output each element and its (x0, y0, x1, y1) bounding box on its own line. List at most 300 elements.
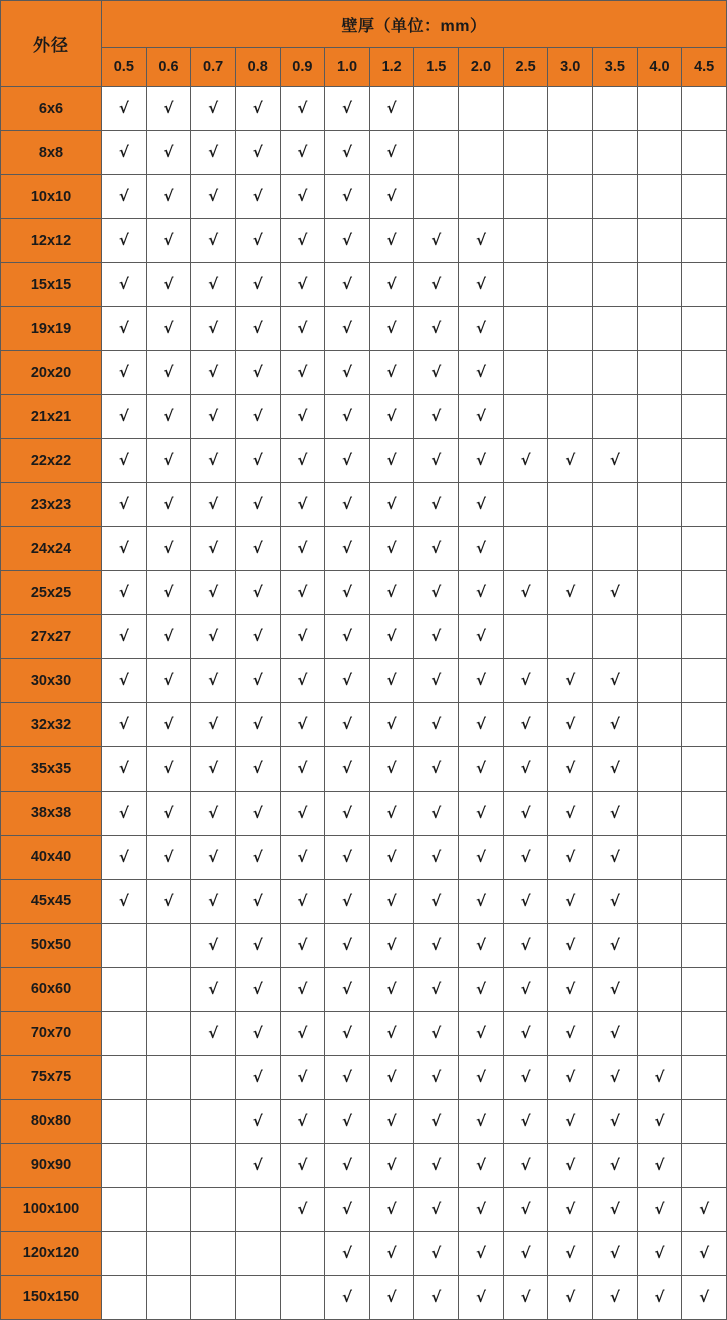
availability-cell-checked (593, 1231, 638, 1275)
availability-cell-checked (414, 879, 459, 923)
availability-cell-checked (369, 703, 414, 747)
availability-cell-checked (146, 395, 191, 439)
thickness-header: 0.5 (102, 48, 147, 87)
row-size-label: 23x23 (1, 483, 102, 527)
availability-cell-empty (548, 263, 593, 307)
availability-cell-empty (637, 571, 682, 615)
check-icon: √ (520, 847, 531, 866)
availability-cell-checked (280, 1099, 325, 1143)
check-icon: √ (565, 1287, 576, 1306)
check-icon: √ (520, 1111, 531, 1130)
check-icon: √ (520, 1023, 531, 1042)
check-icon: √ (609, 451, 620, 470)
availability-cell-empty (503, 483, 548, 527)
check-icon: √ (520, 979, 531, 998)
availability-cell-empty (548, 307, 593, 351)
availability-cell-empty (637, 219, 682, 263)
check-icon: √ (342, 99, 353, 118)
check-icon: √ (386, 275, 397, 294)
availability-cell-checked (325, 395, 370, 439)
availability-cell-empty (459, 175, 504, 219)
availability-cell-checked (414, 307, 459, 351)
availability-cell-checked (146, 659, 191, 703)
availability-cell-checked (235, 923, 280, 967)
check-icon: √ (208, 803, 219, 822)
check-icon: √ (520, 715, 531, 734)
check-icon: √ (118, 803, 129, 822)
availability-cell-checked (280, 483, 325, 527)
availability-cell-empty (146, 967, 191, 1011)
availability-cell-checked (459, 747, 504, 791)
table-row (1, 571, 727, 615)
check-icon: √ (252, 979, 263, 998)
check-icon: √ (297, 1111, 308, 1130)
availability-cell-checked (191, 747, 236, 791)
availability-cell-empty (503, 527, 548, 571)
availability-cell-checked (280, 351, 325, 395)
check-icon: √ (118, 319, 129, 338)
check-icon: √ (208, 891, 219, 910)
availability-cell-checked (280, 175, 325, 219)
availability-cell-empty (146, 1275, 191, 1319)
check-icon: √ (386, 979, 397, 998)
availability-cell-checked (102, 835, 147, 879)
availability-cell-checked (459, 791, 504, 835)
availability-cell-checked (325, 175, 370, 219)
check-icon: √ (699, 1243, 710, 1262)
availability-cell-checked (102, 395, 147, 439)
row-size-label: 75x75 (1, 1055, 102, 1099)
check-icon: √ (654, 1111, 665, 1130)
check-icon: √ (654, 1199, 665, 1218)
check-icon: √ (386, 935, 397, 954)
availability-cell-checked (414, 1011, 459, 1055)
availability-cell-checked (102, 571, 147, 615)
table-row (1, 747, 727, 791)
availability-cell-checked (325, 87, 370, 131)
check-icon: √ (252, 539, 263, 558)
availability-cell-checked (414, 967, 459, 1011)
row-size-label: 60x60 (1, 967, 102, 1011)
table-row (1, 1055, 727, 1099)
availability-cell-checked (325, 615, 370, 659)
table-row (1, 527, 727, 571)
check-icon: √ (431, 935, 442, 954)
availability-cell-checked (459, 219, 504, 263)
availability-cell-checked (593, 439, 638, 483)
availability-cell-checked (191, 703, 236, 747)
availability-cell-checked (191, 615, 236, 659)
check-icon: √ (252, 715, 263, 734)
check-icon: √ (565, 759, 576, 778)
check-icon: √ (342, 1111, 353, 1130)
check-icon: √ (342, 1155, 353, 1174)
availability-cell-checked (235, 175, 280, 219)
availability-cell-checked (102, 307, 147, 351)
check-icon: √ (609, 803, 620, 822)
availability-cell-checked (280, 967, 325, 1011)
availability-cell-checked (280, 659, 325, 703)
availability-cell-checked (325, 219, 370, 263)
availability-cell-checked (235, 703, 280, 747)
row-size-label: 35x35 (1, 747, 102, 791)
check-icon: √ (520, 803, 531, 822)
check-icon: √ (118, 407, 129, 426)
check-icon: √ (163, 803, 174, 822)
table-row (1, 1275, 727, 1319)
availability-cell-empty (637, 351, 682, 395)
table-row (1, 1187, 727, 1231)
check-icon: √ (252, 363, 263, 382)
check-icon: √ (431, 979, 442, 998)
availability-cell-empty (637, 835, 682, 879)
check-icon: √ (163, 99, 174, 118)
availability-cell-checked (369, 175, 414, 219)
availability-cell-checked (235, 747, 280, 791)
availability-cell-checked (191, 395, 236, 439)
availability-cell-checked (593, 703, 638, 747)
check-icon: √ (208, 363, 219, 382)
availability-cell-checked (235, 879, 280, 923)
availability-cell-empty (637, 703, 682, 747)
check-icon: √ (118, 715, 129, 734)
check-icon: √ (520, 671, 531, 690)
check-icon: √ (297, 143, 308, 162)
check-icon: √ (520, 583, 531, 602)
availability-cell-checked (369, 395, 414, 439)
availability-cell-checked (235, 1055, 280, 1099)
check-icon: √ (208, 99, 219, 118)
availability-cell-checked (459, 1143, 504, 1187)
availability-cell-checked (459, 703, 504, 747)
availability-cell-checked (593, 1099, 638, 1143)
availability-cell-checked (235, 263, 280, 307)
availability-cell-checked (459, 263, 504, 307)
check-icon: √ (565, 935, 576, 954)
availability-cell-checked (459, 967, 504, 1011)
availability-cell-checked (280, 87, 325, 131)
availability-cell-checked (593, 1187, 638, 1231)
thickness-header: 0.8 (235, 48, 280, 87)
outer-diameter-header: 外径 (1, 1, 102, 87)
availability-cell-checked (503, 967, 548, 1011)
check-icon: √ (609, 1243, 620, 1262)
availability-cell-empty (637, 791, 682, 835)
check-icon: √ (252, 891, 263, 910)
row-size-label: 24x24 (1, 527, 102, 571)
check-icon: √ (297, 187, 308, 206)
availability-cell-empty (682, 87, 727, 131)
availability-cell-checked (503, 923, 548, 967)
availability-cell-checked (369, 967, 414, 1011)
availability-cell-checked (414, 439, 459, 483)
table-row (1, 879, 727, 923)
availability-cell-empty (682, 571, 727, 615)
check-icon: √ (163, 539, 174, 558)
check-icon: √ (342, 935, 353, 954)
check-icon: √ (118, 363, 129, 382)
availability-cell-empty (637, 175, 682, 219)
row-size-label: 8x8 (1, 131, 102, 175)
header-row-title (1, 1, 727, 48)
check-icon: √ (431, 891, 442, 910)
check-icon: √ (475, 671, 486, 690)
availability-cell-empty (682, 131, 727, 175)
availability-cell-empty (503, 307, 548, 351)
check-icon: √ (208, 1023, 219, 1042)
availability-cell-checked (146, 615, 191, 659)
availability-cell-checked (325, 571, 370, 615)
availability-cell-checked (146, 307, 191, 351)
availability-cell-checked (191, 879, 236, 923)
availability-cell-checked (325, 1187, 370, 1231)
check-icon: √ (163, 715, 174, 734)
row-size-label: 38x38 (1, 791, 102, 835)
availability-cell-checked (637, 1187, 682, 1231)
availability-cell-empty (503, 219, 548, 263)
check-icon: √ (475, 627, 486, 646)
availability-cell-checked (325, 835, 370, 879)
availability-cell-empty (146, 1231, 191, 1275)
check-icon: √ (386, 1243, 397, 1262)
check-icon: √ (163, 187, 174, 206)
availability-cell-empty (682, 1143, 727, 1187)
availability-cell-checked (191, 219, 236, 263)
check-icon: √ (609, 671, 620, 690)
check-icon: √ (386, 627, 397, 646)
availability-cell-checked (503, 1099, 548, 1143)
check-icon: √ (297, 363, 308, 382)
availability-cell-empty (235, 1187, 280, 1231)
availability-cell-checked (146, 351, 191, 395)
check-icon: √ (431, 1243, 442, 1262)
availability-cell-empty (637, 87, 682, 131)
availability-cell-checked (102, 263, 147, 307)
availability-cell-checked (235, 131, 280, 175)
availability-cell-checked (459, 351, 504, 395)
row-size-label: 6x6 (1, 87, 102, 131)
availability-cell-checked (414, 395, 459, 439)
check-icon: √ (475, 539, 486, 558)
check-icon: √ (475, 583, 486, 602)
availability-cell-checked (414, 1231, 459, 1275)
check-icon: √ (431, 363, 442, 382)
availability-cell-checked (548, 1143, 593, 1187)
availability-cell-checked (325, 1143, 370, 1187)
availability-cell-checked (325, 1011, 370, 1055)
check-icon: √ (342, 1243, 353, 1262)
check-icon: √ (475, 1111, 486, 1130)
availability-cell-checked (459, 879, 504, 923)
availability-cell-empty (682, 835, 727, 879)
table-row (1, 703, 727, 747)
check-icon: √ (609, 1199, 620, 1218)
availability-cell-checked (548, 659, 593, 703)
availability-cell-checked (102, 703, 147, 747)
check-icon: √ (163, 319, 174, 338)
check-icon: √ (208, 495, 219, 514)
availability-cell-checked (146, 483, 191, 527)
availability-cell-checked (146, 747, 191, 791)
check-icon: √ (297, 803, 308, 822)
check-icon: √ (386, 1155, 397, 1174)
availability-cell-checked (414, 263, 459, 307)
availability-cell-empty (459, 131, 504, 175)
check-icon: √ (252, 583, 263, 602)
availability-cell-checked (235, 835, 280, 879)
availability-cell-checked (459, 571, 504, 615)
check-icon: √ (252, 231, 263, 250)
table-row (1, 307, 727, 351)
check-icon: √ (520, 451, 531, 470)
availability-cell-checked (459, 307, 504, 351)
availability-cell-checked (280, 923, 325, 967)
availability-cell-empty (414, 87, 459, 131)
check-icon: √ (163, 363, 174, 382)
check-icon: √ (118, 495, 129, 514)
availability-cell-empty (682, 703, 727, 747)
check-icon: √ (252, 451, 263, 470)
availability-cell-checked (102, 87, 147, 131)
availability-cell-empty (682, 395, 727, 439)
check-icon: √ (208, 847, 219, 866)
row-size-label: 19x19 (1, 307, 102, 351)
availability-cell-checked (280, 791, 325, 835)
availability-cell-empty (102, 1143, 147, 1187)
availability-cell-empty (102, 1011, 147, 1055)
check-icon: √ (342, 319, 353, 338)
check-icon: √ (342, 979, 353, 998)
availability-cell-empty (682, 791, 727, 835)
check-icon: √ (699, 1287, 710, 1306)
availability-cell-checked (369, 1011, 414, 1055)
check-icon: √ (163, 671, 174, 690)
availability-cell-checked (280, 395, 325, 439)
availability-cell-checked (593, 791, 638, 835)
check-icon: √ (386, 1067, 397, 1086)
table-row (1, 923, 727, 967)
availability-cell-empty (593, 615, 638, 659)
row-size-label: 10x10 (1, 175, 102, 219)
availability-cell-checked (325, 1099, 370, 1143)
availability-cell-checked (503, 1011, 548, 1055)
availability-cell-checked (414, 1099, 459, 1143)
availability-cell-empty (280, 1275, 325, 1319)
availability-cell-empty (637, 967, 682, 1011)
check-icon: √ (252, 187, 263, 206)
availability-cell-checked (414, 703, 459, 747)
check-icon: √ (565, 715, 576, 734)
check-icon: √ (565, 1155, 576, 1174)
check-icon: √ (208, 715, 219, 734)
availability-cell-empty (102, 1055, 147, 1099)
availability-cell-checked (325, 351, 370, 395)
availability-cell-empty (682, 879, 727, 923)
availability-cell-checked (369, 659, 414, 703)
check-icon: √ (342, 1067, 353, 1086)
check-icon: √ (208, 759, 219, 778)
check-icon: √ (475, 803, 486, 822)
check-icon: √ (208, 627, 219, 646)
availability-cell-checked (102, 175, 147, 219)
availability-cell-checked (235, 351, 280, 395)
check-icon: √ (208, 451, 219, 470)
availability-cell-empty (637, 483, 682, 527)
availability-cell-checked (235, 1011, 280, 1055)
check-icon: √ (386, 363, 397, 382)
availability-cell-checked (235, 483, 280, 527)
availability-cell-empty (503, 175, 548, 219)
check-icon: √ (475, 979, 486, 998)
availability-cell-checked (235, 1099, 280, 1143)
check-icon: √ (297, 935, 308, 954)
thickness-header: 1.5 (414, 48, 459, 87)
check-icon: √ (297, 319, 308, 338)
availability-cell-checked (191, 483, 236, 527)
availability-cell-checked (280, 747, 325, 791)
availability-cell-empty (593, 131, 638, 175)
availability-cell-checked (191, 131, 236, 175)
table-row (1, 483, 727, 527)
availability-cell-empty (682, 615, 727, 659)
availability-cell-empty (503, 263, 548, 307)
availability-cell-empty (548, 527, 593, 571)
availability-cell-checked (682, 1231, 727, 1275)
check-icon: √ (565, 1199, 576, 1218)
table-row (1, 1231, 727, 1275)
table-row (1, 219, 727, 263)
availability-cell-empty (637, 923, 682, 967)
availability-cell-empty (191, 1055, 236, 1099)
check-icon: √ (654, 1243, 665, 1262)
availability-cell-checked (548, 1055, 593, 1099)
availability-cell-checked (146, 87, 191, 131)
availability-cell-checked (548, 791, 593, 835)
availability-cell-empty (637, 439, 682, 483)
availability-cell-checked (414, 1187, 459, 1231)
table-row (1, 791, 727, 835)
availability-cell-empty (682, 483, 727, 527)
table-row (1, 175, 727, 219)
availability-cell-empty (593, 87, 638, 131)
availability-cell-checked (325, 879, 370, 923)
availability-cell-checked (369, 1231, 414, 1275)
check-icon: √ (208, 319, 219, 338)
check-icon: √ (342, 891, 353, 910)
check-icon: √ (342, 363, 353, 382)
check-icon: √ (475, 759, 486, 778)
availability-cell-checked (548, 571, 593, 615)
availability-cell-empty (235, 1275, 280, 1319)
check-icon: √ (386, 99, 397, 118)
check-icon: √ (475, 1067, 486, 1086)
check-icon: √ (208, 935, 219, 954)
availability-cell-checked (682, 1187, 727, 1231)
availability-cell-empty (503, 351, 548, 395)
check-icon: √ (252, 627, 263, 646)
availability-cell-checked (235, 615, 280, 659)
availability-cell-checked (503, 1187, 548, 1231)
availability-cell-empty (548, 87, 593, 131)
check-icon: √ (520, 1287, 531, 1306)
availability-cell-checked (503, 571, 548, 615)
availability-cell-empty (593, 307, 638, 351)
header-row-thickness (1, 48, 727, 87)
check-icon: √ (297, 759, 308, 778)
check-icon: √ (297, 99, 308, 118)
check-icon: √ (475, 891, 486, 910)
availability-cell-checked (369, 483, 414, 527)
